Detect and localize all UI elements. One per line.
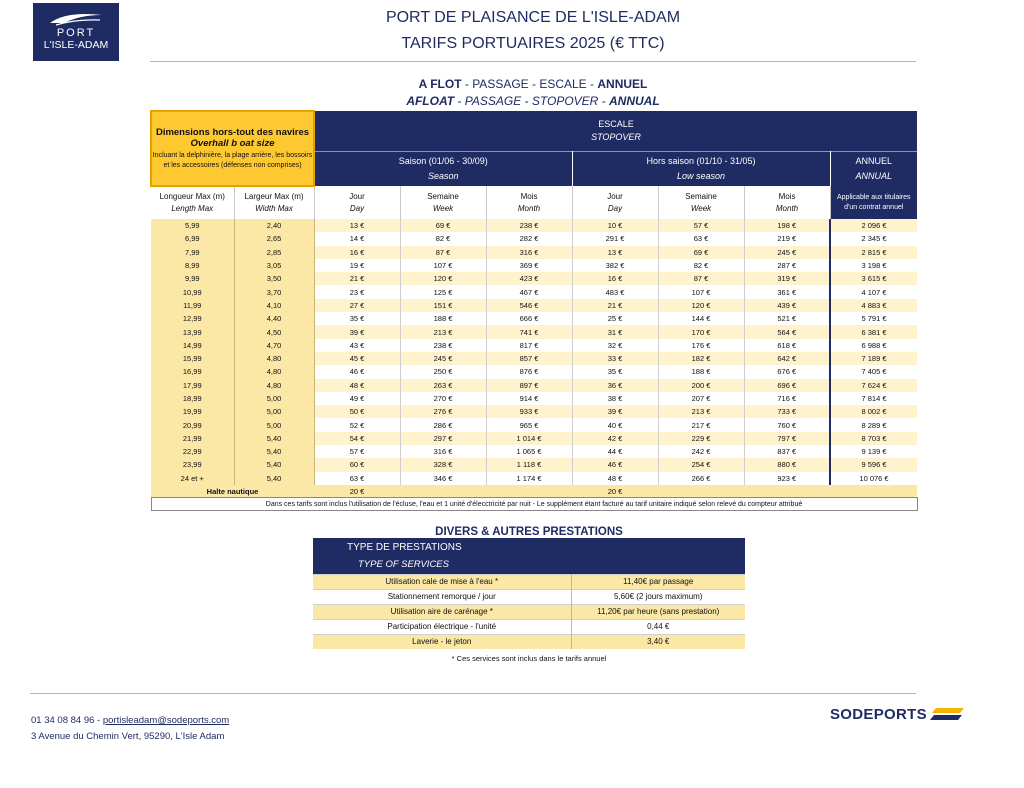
halte-label: Halte nautique [151, 485, 314, 498]
price-cell: 250 € [400, 365, 486, 378]
col-season-month-header [486, 186, 572, 219]
col-season-week-header [400, 186, 486, 219]
annual-price-cell: 7 405 € [830, 365, 917, 378]
services-rows [313, 574, 745, 649]
footer-phone: 01 34 08 84 96 - [31, 715, 103, 726]
dimension-cell: 4,80 [234, 379, 314, 392]
price-cell: 42 € [572, 432, 658, 445]
price-cell: 188 € [400, 312, 486, 325]
annual-label: ANNUEL [855, 155, 893, 166]
price-cell: 10 € [572, 219, 658, 232]
price-cell: 13 € [314, 219, 400, 232]
annual-price-cell: 7 624 € [830, 379, 917, 392]
services-table [313, 538, 745, 649]
service-row [313, 604, 745, 619]
price-cell: 87 € [400, 246, 486, 259]
price-cell: 467 € [486, 285, 572, 298]
footer-contact [31, 715, 229, 726]
dimension-cell: 7,99 [151, 246, 234, 259]
escale-label-en: STOPOVER [591, 131, 641, 142]
dimension-cell: 16,99 [151, 365, 234, 378]
dimension-cell: 13,99 [151, 325, 234, 338]
col-width-label-en: Width Max [255, 204, 293, 213]
dimension-cell: 19,99 [151, 405, 234, 418]
price-cell: 21 € [314, 272, 400, 285]
table-row [151, 246, 917, 259]
price-cell: 276 € [400, 405, 486, 418]
table-row [151, 312, 917, 325]
halte-row [151, 485, 917, 498]
price-cell: 423 € [486, 272, 572, 285]
dimension-cell: 4,50 [234, 325, 314, 338]
footer-email-link[interactable]: portisleadam@sodeports.com [102, 715, 230, 726]
price-cell: 14 € [314, 232, 400, 245]
season-header [314, 151, 572, 186]
col-week-label: Semaine [685, 191, 717, 201]
logo-line2: L'ISLE-ADAM [43, 39, 109, 51]
service-name: Participation électrique - l'unité [313, 619, 571, 634]
price-cell: 43 € [314, 339, 400, 352]
dimension-cell: 5,00 [234, 418, 314, 431]
col-month-label: Mois [778, 191, 796, 201]
price-cell: 120 € [658, 299, 744, 312]
table-row [151, 365, 917, 378]
col-day-label-en: Day [607, 203, 623, 213]
escale-header [314, 111, 917, 151]
price-cell: 245 € [744, 246, 830, 259]
price-cell: 676 € [744, 365, 830, 378]
dimension-cell: 2,85 [234, 246, 314, 259]
port-logo [33, 3, 119, 61]
price-cell: 23 € [314, 285, 400, 298]
annual-price-cell: 4 107 € [830, 285, 917, 298]
price-cell: 316 € [400, 445, 486, 458]
price-cell: 46 € [572, 458, 658, 471]
logo-line1: PORT [56, 27, 96, 39]
table-row [151, 219, 917, 232]
service-price: 5,60€ (2 jours maximum) [571, 589, 745, 604]
price-cell: 63 € [314, 472, 400, 485]
col-length-label-en: Length Max [171, 204, 214, 213]
price-cell: 760 € [744, 418, 830, 431]
dimension-cell: 4,80 [234, 352, 314, 365]
dimension-cell: 4,80 [234, 365, 314, 378]
price-cell: 31 € [572, 325, 658, 338]
header-divider [150, 61, 916, 62]
price-cell: 151 € [400, 299, 486, 312]
footer-divider [30, 693, 916, 694]
dimension-cell: 21,99 [151, 432, 234, 445]
annual-price-cell: 3 615 € [830, 272, 917, 285]
price-cell: 880 € [744, 458, 830, 471]
col-day-label: Jour [349, 191, 365, 201]
halte-low-value: 20 € [572, 485, 658, 498]
table-row [151, 379, 917, 392]
service-row [313, 589, 745, 604]
col-month-label-en: Month [517, 203, 541, 213]
col-width-header [234, 186, 314, 219]
price-cell: 35 € [572, 365, 658, 378]
service-name: Utilisation aire de carénage * [313, 604, 571, 619]
service-price: 0,44 € [571, 619, 745, 634]
price-cell: 716 € [744, 392, 830, 405]
price-cell: 270 € [400, 392, 486, 405]
category-line-en [150, 94, 916, 108]
annual-price-cell: 2 096 € [830, 219, 917, 232]
service-price: 11,20€ par heure (sans prestation) [571, 604, 745, 619]
services-header: TYPE DE PRESTATIONS [313, 538, 745, 556]
dimensions-title-en: Overhall b oat size [190, 137, 275, 149]
price-cell: 82 € [658, 259, 744, 272]
price-cell: 1 014 € [486, 432, 572, 445]
price-cell: 666 € [486, 312, 572, 325]
price-cell: 170 € [658, 325, 744, 338]
price-cell: 282 € [486, 232, 572, 245]
price-cell: 198 € [744, 219, 830, 232]
annual-price-cell: 2 815 € [830, 246, 917, 259]
dimension-cell: 5,40 [234, 458, 314, 471]
price-cell: 266 € [658, 472, 744, 485]
dimension-cell: 5,40 [234, 445, 314, 458]
price-cell: 63 € [658, 232, 744, 245]
price-cell: 238 € [486, 219, 572, 232]
col-month-label-en: Month [775, 203, 799, 213]
price-cell: 1 118 € [486, 458, 572, 471]
table-note: Dans ces tarifs sont inclus l'utilisation de l'écluse, l'eau et 1 unité d'élecctricité par nuit - Le supplément étant facturé au tarif unitaire indiqué selon relevé du compteur attribué [151, 498, 917, 511]
annual-price-cell: 6 988 € [830, 339, 917, 352]
price-cell: 36 € [572, 379, 658, 392]
price-cell: 483 € [572, 285, 658, 298]
dimension-cell: 4,40 [234, 312, 314, 325]
escale-label: ESCALE [598, 118, 634, 129]
price-cell: 19 € [314, 259, 400, 272]
service-row [313, 574, 745, 589]
annual-price-cell: 9 596 € [830, 458, 917, 471]
low-season-header [572, 151, 830, 186]
col-low-month-header [744, 186, 830, 219]
annual-price-cell: 8 703 € [830, 432, 917, 445]
price-cell: 382 € [572, 259, 658, 272]
dimension-cell: 5,99 [151, 219, 234, 232]
price-cell: 57 € [314, 445, 400, 458]
category-fr-b: - PASSAGE - ESCALE - [461, 77, 598, 91]
season-label: Saison (01/06 - 30/09) [398, 155, 488, 166]
services-note: * Ces services sont inclus dans le tarifs annuel [451, 654, 607, 663]
col-length-label: Longueur Max (m) [159, 192, 225, 201]
tariff-table [150, 110, 918, 511]
category-fr-c: ANNUEL [597, 77, 648, 91]
dimension-cell: 9,99 [151, 272, 234, 285]
price-cell: 60 € [314, 458, 400, 471]
price-cell: 217 € [658, 418, 744, 431]
halte-spacer [658, 485, 917, 498]
price-cell: 238 € [400, 339, 486, 352]
low-season-label-en: Low season [676, 170, 726, 181]
annual-price-cell: 2 345 € [830, 232, 917, 245]
boat-wave-icon [46, 9, 106, 27]
price-cell: 229 € [658, 432, 744, 445]
dimension-cell: 24 et + [151, 472, 234, 485]
col-day-label-en: Day [349, 203, 365, 213]
price-cell: 48 € [572, 472, 658, 485]
price-cell: 361 € [744, 285, 830, 298]
annual-price-cell: 8 002 € [830, 405, 917, 418]
table-row [151, 352, 917, 365]
table-row [151, 472, 917, 485]
dimension-cell: 5,00 [234, 392, 314, 405]
price-cell: 44 € [572, 445, 658, 458]
category-en-b: - PASSAGE - STOPOVER - [454, 94, 609, 108]
price-cell: 69 € [400, 219, 486, 232]
table-row [151, 432, 917, 445]
price-cell: 933 € [486, 405, 572, 418]
table-row [151, 259, 917, 272]
price-cell: 21 € [572, 299, 658, 312]
dimension-cell: 5,40 [234, 472, 314, 485]
col-length-header [151, 186, 234, 219]
price-cell: 69 € [658, 246, 744, 259]
price-cell: 287 € [744, 259, 830, 272]
service-row [313, 619, 745, 634]
dimension-cell: 11,99 [151, 299, 234, 312]
annual-price-cell: 7 189 € [830, 352, 917, 365]
col-width-label: Largeur Max (m) [244, 192, 304, 201]
price-cell: 107 € [658, 285, 744, 298]
table-row [151, 445, 917, 458]
season-label-en: Season [428, 170, 459, 181]
price-cell: 13 € [572, 246, 658, 259]
price-cell: 213 € [400, 325, 486, 338]
price-cell: 642 € [744, 352, 830, 365]
price-cell: 87 € [658, 272, 744, 285]
price-cell: 1 065 € [486, 445, 572, 458]
annual-price-cell: 8 289 € [830, 418, 917, 431]
col-day-label: Jour [607, 191, 623, 201]
tariff-rows [151, 219, 917, 485]
col-week-label: Semaine [427, 191, 459, 201]
annual-label-en: ANNUAL [855, 170, 893, 181]
price-cell: 125 € [400, 285, 486, 298]
dimensions-note: Incluant la delphinière, la plage arrière, les bossoirs et les accessoires (défenses non comprises) [152, 151, 313, 169]
price-cell: 50 € [314, 405, 400, 418]
col-season-day-header [314, 186, 400, 219]
dimension-cell: 3,05 [234, 259, 314, 272]
col-low-week-header [658, 186, 744, 219]
price-cell: 817 € [486, 339, 572, 352]
price-cell: 797 € [744, 432, 830, 445]
price-cell: 286 € [400, 418, 486, 431]
sodeports-brand: SODEPORTS [830, 706, 927, 723]
price-cell: 1 174 € [486, 472, 572, 485]
dimension-cell: 15,99 [151, 352, 234, 365]
price-cell: 369 € [486, 259, 572, 272]
dimension-cell: 5,00 [234, 405, 314, 418]
price-cell: 346 € [400, 472, 486, 485]
table-row [151, 418, 917, 431]
dimension-cell: 8,99 [151, 259, 234, 272]
price-cell: 25 € [572, 312, 658, 325]
category-en-a: AFLOAT [406, 94, 455, 108]
price-cell: 297 € [400, 432, 486, 445]
dimension-cell: 5,40 [234, 432, 314, 445]
table-row [151, 458, 917, 471]
price-cell: 39 € [314, 325, 400, 338]
annual-price-cell: 9 139 € [830, 445, 917, 458]
price-cell: 897 € [486, 379, 572, 392]
price-cell: 54 € [314, 432, 400, 445]
price-cell: 144 € [658, 312, 744, 325]
annual-price-cell: 5 791 € [830, 312, 917, 325]
footer-address: 3 Avenue du Chemin Vert, 95290, L'Isle Adam [31, 731, 225, 742]
stripes-icon [930, 706, 964, 722]
dimension-cell: 18,99 [151, 392, 234, 405]
table-row [151, 325, 917, 338]
dimension-cell: 2,65 [234, 232, 314, 245]
price-cell: 319 € [744, 272, 830, 285]
price-cell: 245 € [400, 352, 486, 365]
col-month-label: Mois [520, 191, 538, 201]
annual-note: Applicable aux titulaires d'un contrat annuel [830, 186, 917, 219]
price-cell: 176 € [658, 339, 744, 352]
table-row [151, 392, 917, 405]
service-price: 11,40€ par passage [571, 574, 745, 589]
category-fr-a: A FLOT [418, 77, 462, 91]
price-cell: 120 € [400, 272, 486, 285]
price-cell: 876 € [486, 365, 572, 378]
service-name: Stationnement remorque / jour [313, 589, 571, 604]
price-cell: 38 € [572, 392, 658, 405]
price-cell: 696 € [744, 379, 830, 392]
table-row [151, 405, 917, 418]
halte-spacer [400, 485, 572, 498]
price-cell: 439 € [744, 299, 830, 312]
price-cell: 546 € [486, 299, 572, 312]
price-cell: 328 € [400, 458, 486, 471]
dimensions-header [151, 111, 314, 186]
table-row [151, 285, 917, 298]
price-cell: 200 € [658, 379, 744, 392]
price-cell: 46 € [314, 365, 400, 378]
price-cell: 82 € [400, 232, 486, 245]
table-row [151, 299, 917, 312]
price-cell: 254 € [658, 458, 744, 471]
table-row [151, 339, 917, 352]
price-cell: 40 € [572, 418, 658, 431]
annual-header [830, 151, 917, 186]
price-cell: 188 € [658, 365, 744, 378]
dimension-cell: 10,99 [151, 285, 234, 298]
price-cell: 521 € [744, 312, 830, 325]
price-cell: 291 € [572, 232, 658, 245]
price-cell: 182 € [658, 352, 744, 365]
annual-price-cell: 7 814 € [830, 392, 917, 405]
dimension-cell: 12,99 [151, 312, 234, 325]
price-cell: 741 € [486, 325, 572, 338]
page-subtitle: TARIFS PORTUAIRES 2025 (€ TTC) [401, 35, 665, 52]
price-cell: 16 € [572, 272, 658, 285]
price-cell: 618 € [744, 339, 830, 352]
col-week-label-en: Week [690, 203, 712, 213]
dimension-cell: 17,99 [151, 379, 234, 392]
halte-season-value: 20 € [314, 485, 400, 498]
price-cell: 263 € [400, 379, 486, 392]
price-cell: 837 € [744, 445, 830, 458]
dimension-cell: 2,40 [234, 219, 314, 232]
divers-title: DIVERS & AUTRES PRESTATIONS [435, 526, 623, 538]
price-cell: 219 € [744, 232, 830, 245]
price-cell: 213 € [658, 405, 744, 418]
price-cell: 57 € [658, 219, 744, 232]
annual-price-cell: 3 198 € [830, 259, 917, 272]
col-week-label-en: Week [432, 203, 454, 213]
category-en-c: ANNUAL [609, 94, 660, 108]
dimension-cell: 3,50 [234, 272, 314, 285]
price-cell: 35 € [314, 312, 400, 325]
dimension-cell: 22,99 [151, 445, 234, 458]
annual-price-cell: 6 381 € [830, 325, 917, 338]
annual-price-cell: 4 883 € [830, 299, 917, 312]
price-cell: 242 € [658, 445, 744, 458]
category-line-fr [150, 77, 916, 91]
price-cell: 52 € [314, 418, 400, 431]
price-cell: 39 € [572, 405, 658, 418]
dimension-cell: 4,10 [234, 299, 314, 312]
table-note-row [151, 498, 917, 511]
price-cell: 45 € [314, 352, 400, 365]
price-cell: 857 € [486, 352, 572, 365]
price-cell: 965 € [486, 418, 572, 431]
price-cell: 914 € [486, 392, 572, 405]
table-row [151, 232, 917, 245]
service-price: 3,40 € [571, 634, 745, 649]
price-cell: 923 € [744, 472, 830, 485]
dimension-cell: 3,70 [234, 285, 314, 298]
dimension-cell: 23,99 [151, 458, 234, 471]
price-cell: 564 € [744, 325, 830, 338]
service-name: Utilisation cale de mise à l'eau * [313, 574, 571, 589]
price-cell: 733 € [744, 405, 830, 418]
dimension-cell: 14,99 [151, 339, 234, 352]
price-cell: 207 € [658, 392, 744, 405]
price-cell: 33 € [572, 352, 658, 365]
dimensions-title: Dimensions hors-tout des navires [155, 126, 310, 138]
table-row [151, 272, 917, 285]
service-name: Laverie - le jeton [313, 634, 571, 649]
price-cell: 32 € [572, 339, 658, 352]
price-cell: 27 € [314, 299, 400, 312]
col-low-day-header [572, 186, 658, 219]
low-season-label: Hors saison (01/10 - 31/05) [646, 155, 756, 166]
price-cell: 107 € [400, 259, 486, 272]
annual-price-cell: 10 076 € [830, 472, 917, 485]
dimension-cell: 4,70 [234, 339, 314, 352]
page-title: PORT DE PLAISANCE DE L'ISLE-ADAM [385, 9, 681, 26]
dimension-cell: 6,99 [151, 232, 234, 245]
price-cell: 316 € [486, 246, 572, 259]
service-row [313, 634, 745, 649]
price-cell: 49 € [314, 392, 400, 405]
price-cell: 48 € [314, 379, 400, 392]
dimension-cell: 20,99 [151, 418, 234, 431]
price-cell: 16 € [314, 246, 400, 259]
services-header-en: TYPE OF SERVICES [313, 556, 745, 574]
